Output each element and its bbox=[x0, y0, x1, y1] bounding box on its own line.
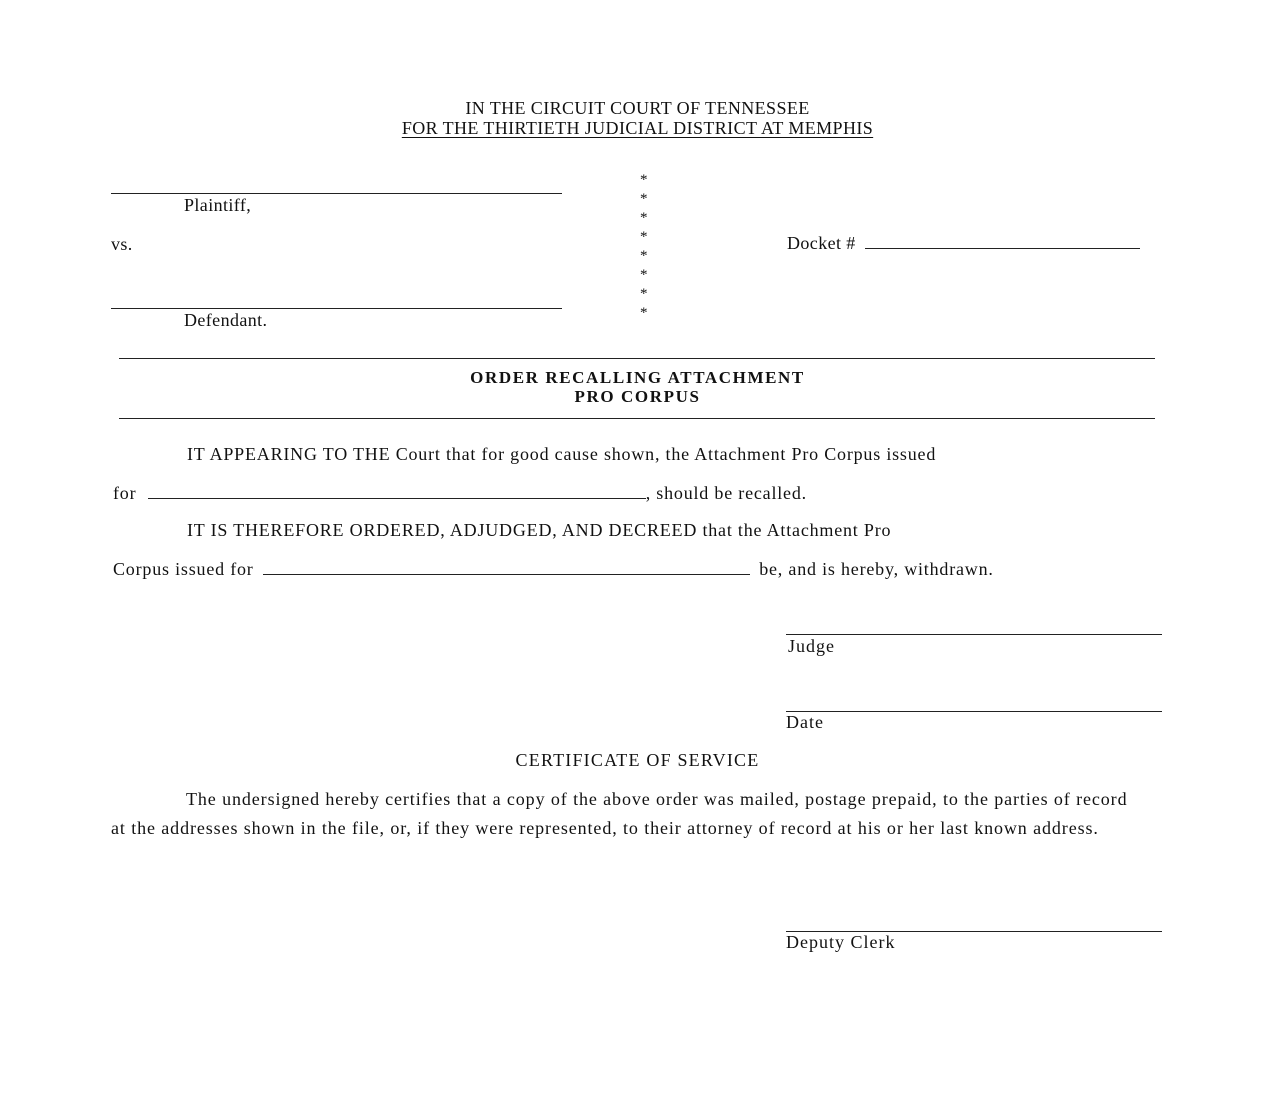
paragraph2-line2 bbox=[113, 559, 994, 580]
caption-separator-star: * bbox=[640, 267, 648, 283]
paragraph2-start: Corpus issued for bbox=[113, 559, 254, 579]
docket-number-blank[interactable] bbox=[865, 246, 1140, 249]
caption-separator-star: * bbox=[640, 248, 648, 264]
judge-signature-line[interactable] bbox=[786, 634, 1162, 635]
title-top-rule bbox=[119, 358, 1155, 359]
caption-separator-star: * bbox=[640, 172, 648, 188]
caption-separator-star: * bbox=[640, 191, 648, 207]
deputy-clerk-label: Deputy Clerk bbox=[786, 932, 896, 952]
court-district-text: FOR THE THIRTIETH JUDICIAL DISTRICT AT MEMPHIS bbox=[401, 118, 874, 138]
paragraph1-for: for bbox=[113, 483, 137, 503]
court-name-line2 bbox=[0, 118, 1275, 139]
judge-label: Judge bbox=[788, 636, 835, 656]
caption-separator-star: * bbox=[640, 210, 648, 226]
withdrawn-party-blank[interactable] bbox=[263, 572, 750, 575]
caption-separator-star: * bbox=[640, 286, 648, 302]
paragraph2-end: be, and is hereby, withdrawn. bbox=[759, 559, 994, 579]
certificate-text: The undersigned hereby certifies that a copy of the above order was mailed, postage prepaid, to the parties of record at the addresses shown in the file, or, if they were represented, to their attorney of record at his or her last known address. bbox=[111, 789, 1128, 838]
order-title-line1: ORDER RECALLING ATTACHMENT bbox=[470, 368, 805, 387]
date-label: Date bbox=[786, 712, 824, 732]
defendant-name-line[interactable] bbox=[111, 308, 562, 309]
docket-label: Docket # bbox=[787, 233, 856, 253]
defendant-label: Defendant. bbox=[184, 310, 268, 330]
docket-field bbox=[787, 233, 1140, 254]
vs-label: vs. bbox=[111, 234, 133, 254]
caption-separator-star: * bbox=[640, 229, 648, 245]
plaintiff-label: Plaintiff, bbox=[184, 195, 252, 215]
certificate-heading: CERTIFICATE OF SERVICE bbox=[515, 750, 760, 770]
paragraph1-end: , should be recalled. bbox=[645, 483, 807, 503]
recalled-party-blank[interactable] bbox=[148, 496, 646, 499]
caption-separator-star: * bbox=[640, 305, 648, 321]
plaintiff-name-line[interactable] bbox=[111, 193, 562, 194]
date-signature-line[interactable] bbox=[786, 711, 1162, 712]
paragraph2-line1: IT IS THEREFORE ORDERED, ADJUDGED, AND DECREED that the Attachment Pro bbox=[187, 520, 892, 540]
paragraph1-line2 bbox=[113, 483, 807, 504]
title-bottom-rule bbox=[119, 418, 1155, 419]
court-name-line1: IN THE CIRCUIT COURT OF TENNESSEE bbox=[465, 98, 810, 118]
paragraph1-line1: IT APPEARING TO THE Court that for good cause shown, the Attachment Pro Corpus issued bbox=[187, 444, 937, 464]
order-title-line2: PRO CORPUS bbox=[574, 387, 701, 406]
